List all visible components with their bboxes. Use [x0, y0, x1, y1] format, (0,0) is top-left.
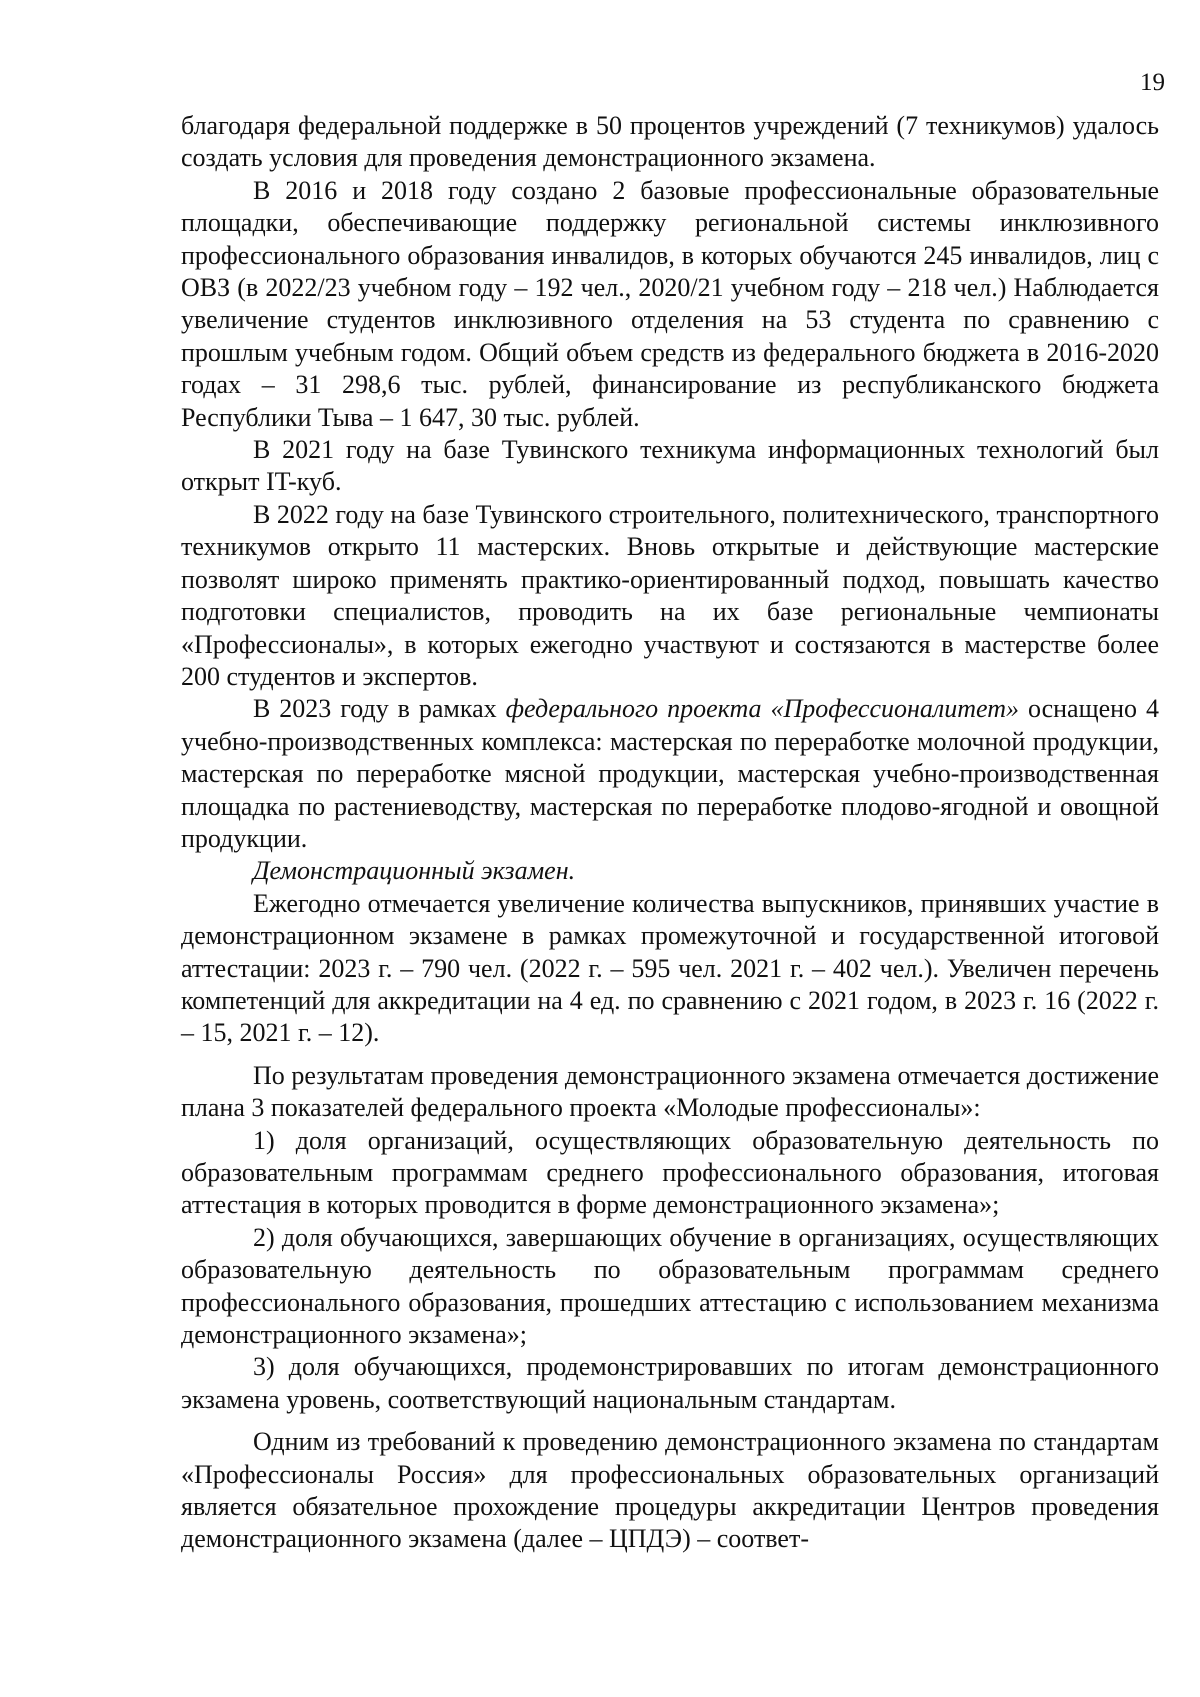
paragraph-graduates-stats: Ежегодно отмечается увеличение количества выпускников, принявших участие в демонстрационном экзамене в рамках промежуточной и государственной итоговой аттестации: 2023 г. – 790 чел. (2022 г. – 595 чел. 2021 г. – 402 чел.). Увеличен перечень компетенций для аккредитации на 4 ед. по сравнению с 2021 годом, в 2023 г. 16 (2022 г. – 15, 2021 г. – 12). [181, 888, 1159, 1048]
paragraph-professionalitet [181, 693, 1159, 855]
paragraph-inclusive-education: В 2016 и 2018 году создано 2 базовые профессиональные образовательные площадки, обеспечивающие поддержку региональной системы инклюзивного профессионального образования инвалидов, в которых обучаются 245 инвалидов, лиц с ОВЗ (в 2022/23 учебном году – 192 чел., 2020/21 учебном году – 218 чел.) Наблюдается увеличение студентов инклюзивного отделения на 53 студента по сравнению с прошлым учебным годом. Общий объем средств из федерального бюджета в 2016-2020 годах – 31 298,6 тыс. рублей, финансирование из республиканского бюджета Республики Тыва – 1 647, 30 тыс. рублей. [181, 175, 1159, 432]
paragraph-workshops-2022: В 2022 году на базе Тувинского строительного, политехнического, транспортного техникумов открыто 11 мастерских. Вновь открытые и действующие мастерские позволят широко применять практико-ориентированный подход, повышать качество подготовки специалистов, проводить на их базе региональные чемпионаты «Профессионалы», в которых ежегодно участвуют и состязаются в мастерстве более 200 студентов и экспертов. [181, 499, 1159, 691]
paragraph-professionalitet-before: В 2023 году в рамках [253, 694, 506, 724]
paragraph-results-intro: По результатам проведения демонстрационного экзамена отмечается достижение плана 3 показателей федерального проекта «Молодые профессионалы»: [181, 1060, 1159, 1123]
page-body [181, 110, 1159, 1556]
list-item-indicator-3: 3) доля обучающихся, продемонстрировавших по итогам демонстрационного экзамена уровень, соответствующий национальным стандартам. [181, 1352, 1159, 1414]
page-number: 19 [1140, 69, 1165, 96]
paragraph-it-cube: В 2021 году на базе Тувинского техникума информационных технологий был открыт IT-куб. [181, 435, 1159, 497]
paragraph-professionalitet-after: оснащено 4 учебно-производственных комплекса: мастерская по переработке молочной продукции, мастерская по переработке мясной продукции, мастерская учебно-производственная площадка по растениеводству, мастерская по переработке плодово-ягодной и овощной продукции. [181, 694, 1159, 853]
paragraph-continuation: благодаря федеральной поддержке в 50 процентов учреждений (7 техникумов) удалось создать условия для проведения демонстрационного экзамена. [181, 111, 1159, 173]
section-heading-demo-exam [181, 855, 1159, 887]
section-heading-text: Демонстрационный экзамен. [253, 856, 576, 886]
paragraph-professionalitet-emphasis: федерального проекта «Профессионалитет» [505, 694, 1019, 724]
list-item-indicator-2: 2) доля обучающихся, завершающих обучение в организациях, осуществляющих образовательную деятельность по образовательным программам среднего профессионального образования, прошедших аттестацию с использованием механизма демонстрационного экзамена»; [181, 1222, 1159, 1350]
list-item-indicator-1: 1) доля организаций, осуществляющих образовательную деятельность по образовательным программам среднего профессионального образования, итоговая аттестация в которых проводится в форме демонстрационного экзамена»; [181, 1125, 1159, 1220]
paragraph-accreditation: Одним из требований к проведению демонстрационного экзамена по стандартам «Профессионалы Россия» для профессиональных образовательных организаций является обязательное прохождение процедуры аккредитации Центров проведения демонстрационного экзамена (далее – ЦПДЭ) – соответ- [181, 1427, 1159, 1554]
